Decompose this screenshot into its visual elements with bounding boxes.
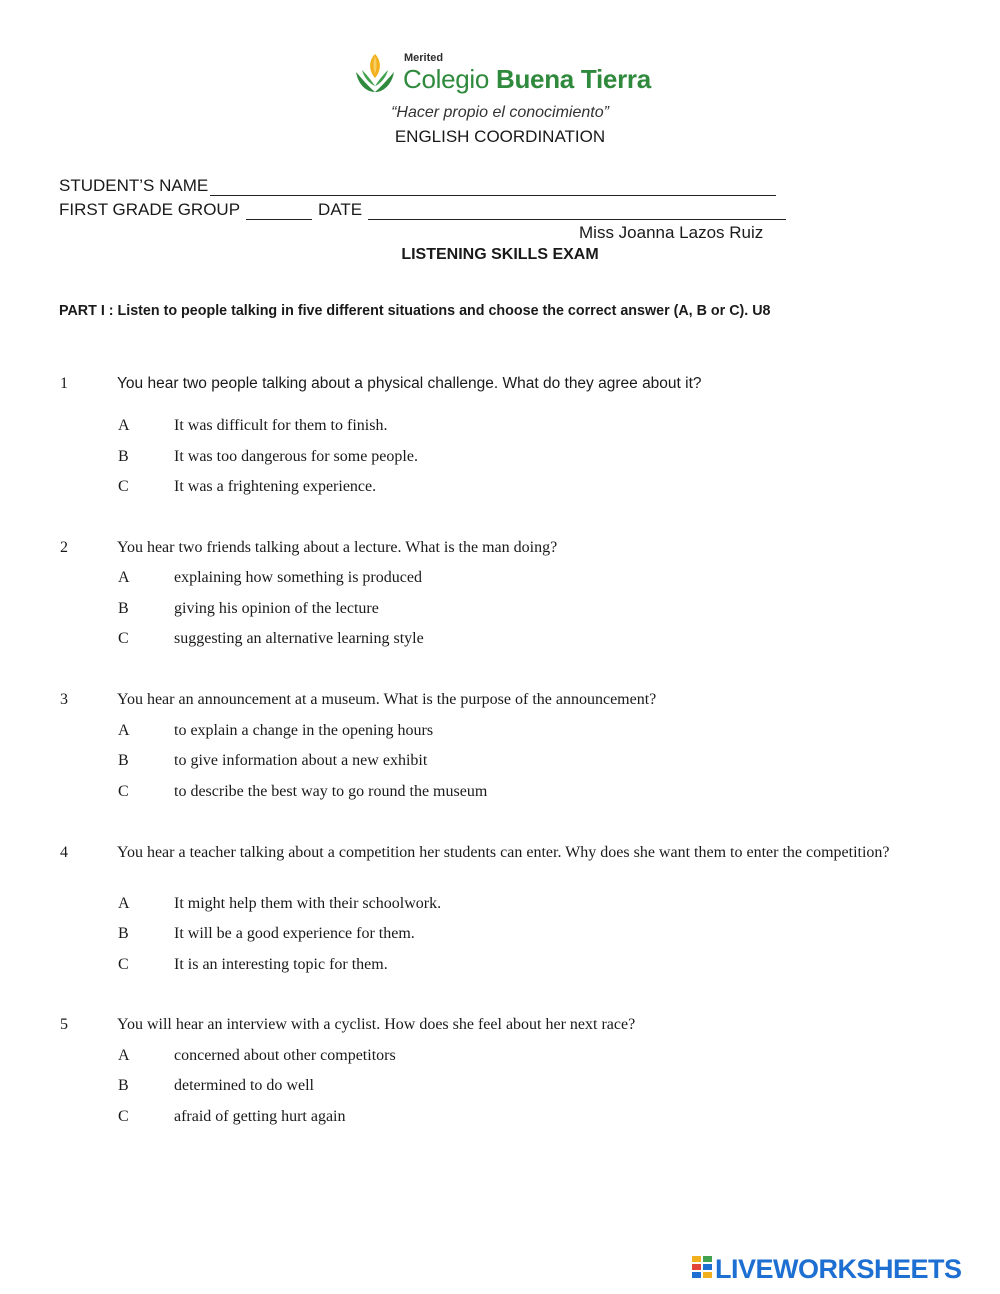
- option-text[interactable]: afraid of getting hurt again: [174, 1108, 346, 1125]
- option-letter[interactable]: C: [118, 1108, 129, 1125]
- part-instructions: PART I : Listen to people talking in five different situations and choose the correct answer (A, B or C). U8: [59, 303, 771, 319]
- date-label: DATE: [318, 200, 363, 219]
- option-letter[interactable]: A: [118, 569, 130, 586]
- option-text[interactable]: to describe the best way to go round the museum: [174, 783, 488, 800]
- question-text: You hear a teacher talking about a competition her students can enter. Why does she want them to enter the competition?: [117, 844, 890, 861]
- option-letter[interactable]: B: [118, 448, 129, 465]
- student-name-label: STUDENT’S NAME: [59, 176, 209, 195]
- option-text[interactable]: determined to do well: [174, 1077, 314, 1094]
- option-text[interactable]: It might help them with their schoolwork.: [174, 895, 442, 912]
- liveworksheets-wordmark: LIVEWORKSHEETS: [715, 1253, 962, 1284]
- school-name-bold: Buena Tierra: [496, 64, 651, 94]
- option-letter[interactable]: A: [118, 895, 130, 912]
- question-text: You will hear an interview with a cyclist. How does she feel about her next race?: [117, 1016, 636, 1033]
- option-text[interactable]: to give information about a new exhibit: [174, 752, 428, 769]
- group-field[interactable]: [246, 201, 312, 220]
- option-text[interactable]: explaining how something is produced: [174, 569, 422, 586]
- option-text[interactable]: It was a frightening experience.: [174, 478, 377, 495]
- question-number: 5: [60, 1016, 68, 1033]
- coordination-heading: ENGLISH COORDINATION: [394, 127, 606, 146]
- option-text[interactable]: giving his opinion of the lecture: [174, 600, 379, 617]
- option-letter[interactable]: A: [118, 417, 130, 434]
- option-letter[interactable]: C: [118, 956, 129, 973]
- option-letter[interactable]: B: [118, 752, 129, 769]
- option-text[interactable]: It will be a good experience for them.: [174, 925, 415, 942]
- question-number: 2: [60, 539, 68, 556]
- option-letter[interactable]: C: [118, 478, 129, 495]
- school-name-light: Colegio: [403, 64, 496, 94]
- logo-merited-label: Merited: [404, 52, 444, 64]
- question-number: 4: [60, 844, 68, 861]
- liveworksheets-logo-icon: [691, 1255, 713, 1283]
- teacher-name: Miss Joanna Lazos Ruiz: [579, 223, 764, 242]
- option-text[interactable]: suggesting an alternative learning style: [174, 630, 424, 647]
- option-letter[interactable]: A: [118, 1047, 130, 1064]
- question-text: You hear an announcement at a museum. What is the purpose of the announcement?: [117, 691, 657, 708]
- question-number: 3: [60, 691, 68, 708]
- question-text: You hear two friends talking about a lecture. What is the man doing?: [117, 539, 558, 556]
- option-letter[interactable]: C: [118, 630, 129, 647]
- option-letter[interactable]: B: [118, 1077, 129, 1094]
- option-text[interactable]: to explain a change in the opening hours: [174, 722, 434, 739]
- question-text: You hear two people talking about a physical challenge. What do they agree about it?: [117, 375, 702, 392]
- option-text[interactable]: It was too dangerous for some people.: [174, 448, 418, 465]
- option-text[interactable]: It was difficult for them to finish.: [174, 417, 388, 434]
- option-letter[interactable]: B: [118, 600, 129, 617]
- liveworksheets-brand[interactable]: [691, 1253, 962, 1285]
- school-name: [403, 64, 651, 95]
- option-letter[interactable]: C: [118, 783, 129, 800]
- student-name-row: [59, 174, 776, 196]
- school-motto: “Hacer propio el conocimiento”: [391, 104, 609, 121]
- option-text[interactable]: concerned about other competitors: [174, 1047, 396, 1064]
- exam-title: LISTENING SKILLS EXAM: [401, 246, 599, 263]
- date-field[interactable]: [368, 201, 786, 220]
- school-logo-icon: [352, 50, 398, 96]
- option-letter[interactable]: A: [118, 722, 130, 739]
- option-text[interactable]: It is an interesting topic for them.: [174, 956, 388, 973]
- group-date-row: [59, 198, 786, 220]
- question-number: 1: [60, 375, 68, 392]
- option-letter[interactable]: B: [118, 925, 129, 942]
- student-name-field[interactable]: [210, 177, 776, 196]
- group-label: FIRST GRADE GROUP: [59, 200, 241, 219]
